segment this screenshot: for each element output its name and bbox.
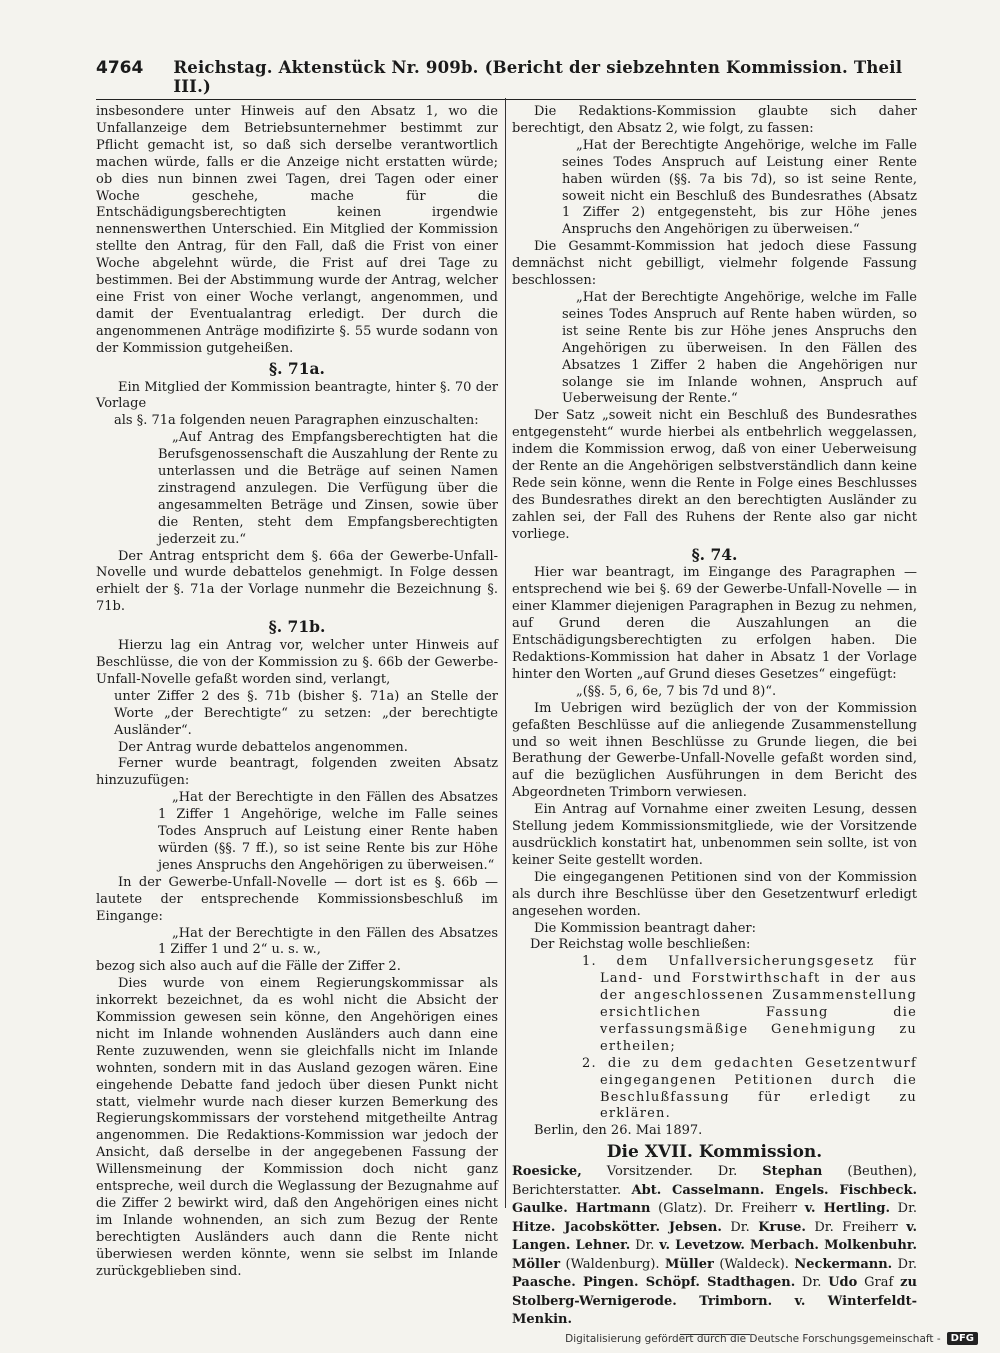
left-column [96, 104, 498, 1281]
member-name: Neckermann. [794, 1256, 893, 1272]
page-number: 4764 [96, 58, 144, 78]
paragraph: als §. 71a folgenden neuen Paragraphen einzuschalten: [114, 413, 479, 429]
quotation: „Hat der Berechtigte Angehörige, welche im Falle seines Todes Anspruch auf Leistung einer Rente haben würden (§§. 7a bis 7d), so ist seine Rente, soweit nicht ein Beschluß des Bundesrathes (Absatz 1 Ziffer 2) entgegensteht, bis zur Höhe jenes Anspruchs den Angehörigen zu überweisen.“ [562, 137, 917, 238]
member-name: v. Hertling. [804, 1201, 890, 1217]
member-text: Dr. [721, 1219, 759, 1235]
resolution-list [512, 954, 917, 1123]
member-name: Kruse. [758, 1219, 806, 1235]
paragraph: Der Antrag entspricht dem §. 66a der Gewerbe-Unfall-Novelle und wurde debattelos genehmigt. In Folge dessen erhielt der §. 71a der Vorlage nunmehr die Bezeichnung §. 71b. [96, 548, 498, 615]
member-text: Dr. [892, 1256, 917, 1272]
header-title: Reichstag. Aktenstück Nr. 909b. (Bericht der siebzehnten Kommission. Theil III.) [173, 58, 903, 96]
member-text: (Beuthen), Berichterstatter. [512, 1164, 917, 1198]
member-name: Hitze. Jacobskötter. Jebsen. [512, 1219, 722, 1235]
list-item: 2. die zu dem gedachten Gesetzentwurf eingegangenen Petitionen durch die Beschlußfassung für erledigt zu erklären. [582, 1055, 917, 1122]
member-text: Dr. [630, 1238, 660, 1254]
paragraph: In der Gewerbe-Unfall-Novelle — dort ist es §. 66b — lautete der entsprechende Kommissionsbeschluß im Eingange: [96, 874, 498, 924]
member-name: Udo [828, 1275, 858, 1291]
quotation: „(§§. 5, 6, 6e, 7 bis 7d und 8)“. [576, 683, 777, 699]
footer-text: Digitalisierung gefördert durch die Deutsche Forschungsgemeinschaft - [565, 1332, 941, 1345]
member-text: (Waldeck). [713, 1256, 795, 1272]
paragraph: Die Kommission beantragt daher: [534, 920, 756, 936]
member-text: Vorsitzender. Dr. [581, 1164, 763, 1180]
member-name: Roesicke, [512, 1164, 582, 1180]
running-header [96, 58, 916, 100]
member-name: zu Stolberg-Wernigerode. Trimborn. v. Winterfeldt-Menkin. [512, 1275, 917, 1328]
paragraph: Der Reichstag wolle beschließen: [530, 937, 751, 953]
quotation: „Hat der Berechtigte Angehörige, welche im Falle seines Todes Anspruch auf Rente haben würden, so ist seine Rente bis zur Höhe jenes Anspruchs den Angehörigen zu überweisen. In den Fällen des Absatzes 1 Ziffer 2 haben die Angehörigen nur solange sie im Inlande wohnen, Anspruch auf Ueberweisung der Rente.“ [562, 289, 917, 407]
section-heading: §. 71b. [268, 617, 326, 637]
column-divider [505, 98, 506, 1208]
member-text: (Waldenburg). [560, 1256, 666, 1272]
date-line: Berlin, den 26. Mai 1897. [534, 1123, 703, 1139]
dfg-logo: DFG [947, 1332, 978, 1345]
paragraph: unter Ziffer 2 des §. 71b (bisher §. 71a) an Stelle der Worte „der Berechtigte“ zu setzen: „der berechtigte Ausländer“. [114, 688, 498, 738]
member-text: Dr. Freiherr [805, 1219, 907, 1235]
paragraph: Der Antrag wurde debattelos angenommen. [118, 739, 408, 755]
list-item: 1. dem Unfallversicherungsgesetz für Land- und Forstwirthschaft in der aus der angeschlossenen Zusammenstellung ersichtlichen Fassung die verfassungsmäßige Genehmigung zu ertheilen; [582, 954, 917, 1054]
paragraph: Die Redaktions-Kommission glaubte sich daher berechtigt, den Absatz 2, wie folgt, zu fassen: [512, 104, 917, 136]
quotation: „Hat der Berechtigte in den Fällen des Absatzes 1 Ziffer 1 Angehörige, welche im Falle seines Todes Anspruch auf Leistung einer Rente haben würden (§§. 7 ff.), so ist seine Rente bis zur Höhe jenes Anspruchs den Angehörigen zu überweisen.“ [158, 790, 498, 873]
paragraph: Die eingegangenen Petitionen sind von der Kommission als durch ihre Beschlüsse über den Gesetzentwurf erledigt angesehen worden. [512, 869, 917, 919]
member-text: Dr. [795, 1275, 829, 1291]
member-list [512, 1163, 917, 1330]
member-text: Graf [857, 1275, 901, 1291]
quotation: „Auf Antrag des Empfangsberechtigten hat die Berufsgenossenschaft die Auszahlung der Rente zu unterlassen und die Beträge auf seinen Namen zinstragend anzulegen. Die Verfügung über die angesammelten Beträge und Zinsen, sowie über die Renten, steht dem Empfangsberechtigten jederzeit zu.“ [158, 430, 498, 547]
section-heading: §. 71a. [269, 358, 325, 378]
paragraph: insbesondere unter Hinweis auf den Absatz 1, wo die Unfallanzeige dem Betriebsunternehmer bestimmt zur Pflicht gemacht ist, so daß sich derselbe verantwortlich machen würde, falls er die Anzeige nicht erstatten würde; ob dies nun binnen zwei Tagen, drei Tagen oder einer Woche geschehe, mache für die Entschädigungsberechtigten keinen irgendwie nennenswerthen Unterschied. Ein Mitglied der Kommission stellte den Antrag, für den Fall, daß die Frist von einer Woche abgelehnt würde, die Frist auf drei Tage zu bestimmen. Bei der Abstimmung wurde der Antrag, welcher eine Frist von einer Woche verlangt, angenommen, und damit der Eventualantrag erledigt. Der durch die angenommenen Anträge modifizirte §. 55 wurde sodann von der Kommission gutgeheißen. [96, 104, 498, 356]
section-heading: §. 74. [691, 544, 738, 564]
paragraph: Hier war beantragt, im Eingange des Paragraphen — entsprechend wie bei §. 69 der Gewerbe-Unfall-Novelle — in einer Klammer diejenigen Paragraphen in Bezug zu nehmen, auf Grund deren die Auszahlungen an die Entschädigungsberechtigten zu erfolgen haben. Die Redaktions-Kommission hat daher in Absatz 1 der Vorlage hinter den Worten „auf Grund dieses Gesetzes“ eingefügt: [512, 565, 917, 682]
paragraph: Ferner wurde beantragt, folgenden zweiten Absatz hinzuzufügen: [96, 756, 498, 789]
member-name: Müller [665, 1256, 714, 1272]
member-name: Paasche. Pingen. Schöpf. Stadthagen. [512, 1275, 796, 1291]
member-name: v. Levetzow. Merbach. Molkenbuhr. Möller [512, 1238, 918, 1272]
commission-title: Die XVII. Kommission. [606, 1142, 823, 1163]
digitization-footer [565, 1332, 978, 1345]
paragraph: Ein Antrag auf Vornahme einer zweiten Lesung, dessen Stellung jedem Kommissionsmitgliede, wie der Vorsitzende ausdrücklich konstatirt hat, unbenommen sein sollte, ist von keiner Seite gestellt worden. [512, 802, 917, 868]
paragraph: Die Gesammt-Kommission hat jedoch diese Fassung demnächst nicht gebilligt, vielmehr folgende Fassung beschlossen: [512, 239, 917, 289]
paragraph: Der Satz „soweit nicht ein Beschluß des Bundesrathes entgegensteht“ wurde hierbei als entbehrlich weggelassen, indem die Kommission erwog, daß von einer Ueberweisung der Rente an die Angehörigen selbstverständlich dann keine Rede sein könne, wenn die Rente in Folge eines Beschlusses des Bundesrathes direkt an den berechtigten Ausländer zu zahlen sei, der Fall des Ruhens der Rente also gar nicht vorliege. [512, 408, 917, 542]
paragraph: Hierzu lag ein Antrag vor, welcher unter Hinweis auf Beschlüsse, die von der Kommission zu §. 66b der Gewerbe-Unfall-Novelle gefaßt worden sind, verlangt, [96, 638, 498, 687]
paragraph: Im Uebrigen wird bezüglich der von der Kommission gefaßten Beschlüsse auf die anliegende Zusammenstellung und so weit ihnen Beschlüsse zu Grunde liegen, die bei Berathung der Gewerbe-Unfall-Novelle gefaßt worden sind, auf die bezüglichen Ausführungen in dem Bericht des Abgeordneten Trimborn verwiesen. [512, 700, 917, 801]
member-name: Stephan [762, 1164, 823, 1180]
right-column [512, 104, 917, 1335]
paragraph: Ein Mitglied der Kommission beantragte, hinter §. 70 der Vorlage [96, 379, 498, 412]
member-text: (Glatz). Dr. Freiherr [650, 1201, 805, 1217]
member-name: Abt. Casselmann. Engels. Fischbeck. Gaulke. Hartmann [512, 1182, 917, 1217]
paragraph: Dies wurde von einem Regierungskommissar als inkorrekt bezeichnet, da es wohl nicht die Absicht der Kommission gewesen sein könne, den Angehörigen eines nicht im Inlande wohnenden Ausländers auch dann eine Rente zuzuwenden, wenn sie gleichfalls nicht im Inlande wohnten, sondern mit in das Ausland gezogen wären. Eine eingehende Debatte fand jedoch über diesen Punkt nicht statt, vielmehr wurde nach dieser kurzen Bemerkung des Regierungskommissars der vorstehend mitgetheilte Antrag angenommen. Die Redaktions-Kommission war jedoch der Ansicht, daß derselbe in der angegebenen Fassung der Willensmeinung der Kommission doch nicht ganz entspreche, weil durch die Weglassung der Bezugnahme auf die Ziffer 2 bewirkt wird, daß den Angehörigen eines nicht im Inlande wohnenden, an sich zum Bezug der Rente berechtigten Ausländers auch dann die Rente nicht überwiesen werden könnte, wenn sie selbst im Inlande zurückgeblieben sind. [96, 976, 498, 1279]
member-text: Dr. [889, 1201, 918, 1217]
paragraph: bezog sich also auch auf die Fälle der Ziffer 2. [96, 959, 401, 975]
member-name: v. Langen. Lehner. [512, 1219, 918, 1254]
quotation: „Hat der Berechtigte in den Fällen des Absatzes 1 Ziffer 1 und 2“ u. s. w., [158, 925, 498, 958]
